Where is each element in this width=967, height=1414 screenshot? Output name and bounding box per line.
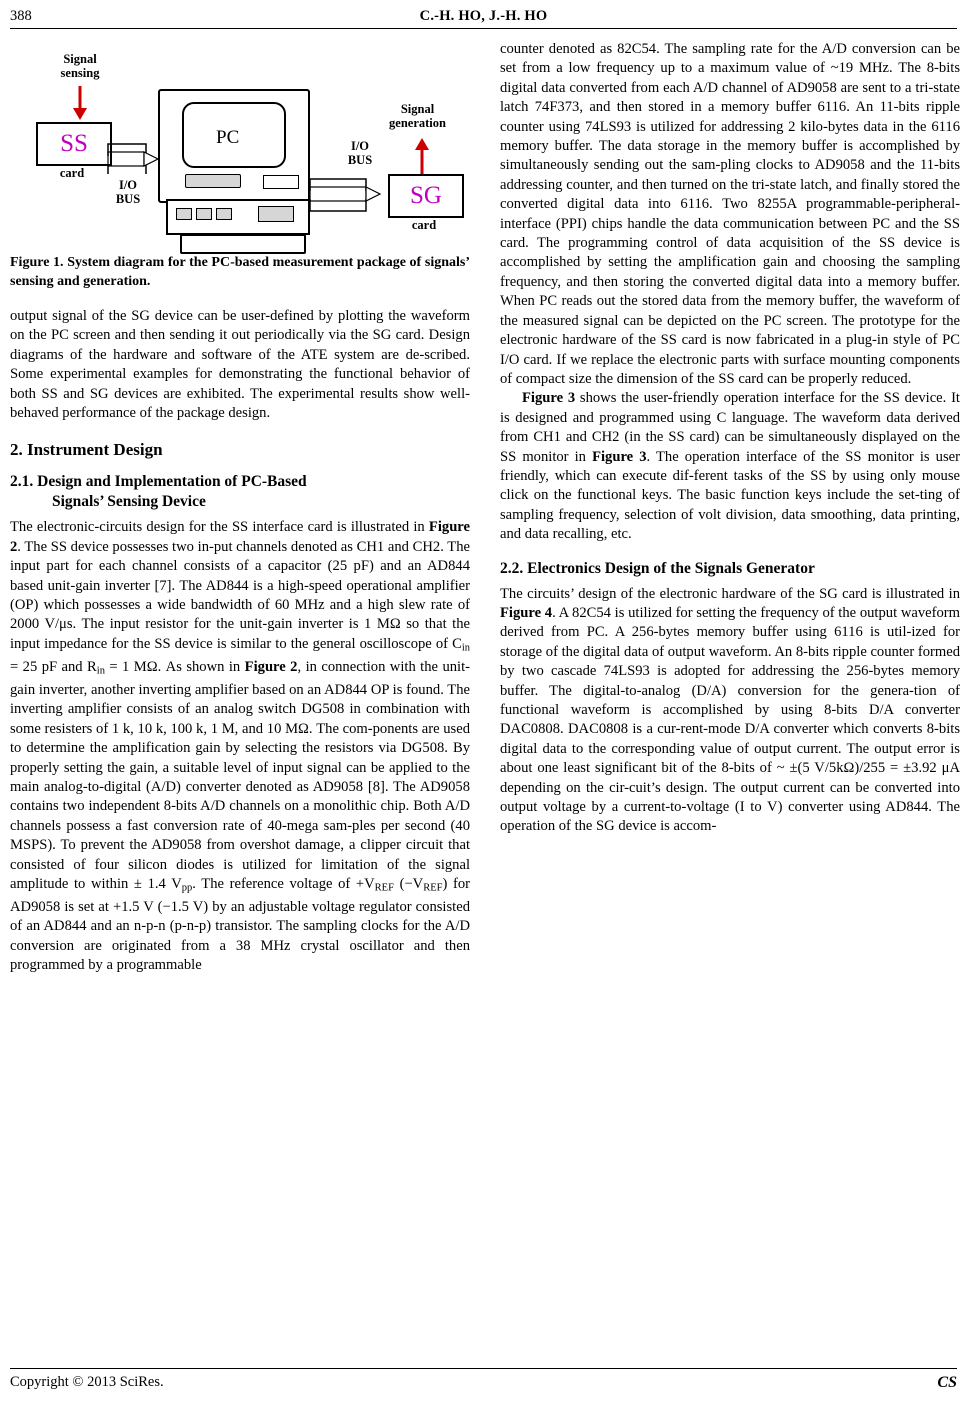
figure-4-ref: Figure 4	[500, 604, 553, 621]
signal-sensing-arrow-icon	[68, 86, 92, 120]
pc-keyboard	[180, 234, 306, 254]
rp2-a: shows the user-friendly operation interface for the SS device. It is designed and programmed using C language. The waveform data derived from CH1 and CH2 (in the SS card) can be simultaneously displayed on the SS monitor in	[500, 390, 960, 465]
lp2-a: The electronic-circuits design for the SS interface card is illustrated in	[10, 519, 429, 536]
pc-monitor-panel	[263, 175, 299, 189]
lp2-d: = 1 MΩ. As shown in	[104, 658, 245, 675]
pc-monitor-slot	[185, 174, 241, 188]
page-footer	[0, 1374, 967, 1398]
pc-to-sg-bus-connector	[306, 169, 394, 215]
right-paragraph-1: counter denoted as 82C54. The sampling rate for the A/D conversion can be set from a low frequency up to a maximum value of ~19 MHz. The 8-bits digital data converted from each A/D channel of AD9058 are sent to a tri-state latch 74F373, and then stored in a memory buffer 6116. An 11-bits ripple counter using 74LS93 is utilized for addressing 2 kilo-bytes data in the 6116 memory buffer. The data storage in the memory buffer is accomplished by simultaneously sending out the sam-pling clocks to AD9058 and the 11-bits addressing counter, and then turned on the tri-state latch, and finally stored the converted digital data into 6116. Two 8255A programmable-peripheral-interface (PPI) chips handle the data communication between PC and the SS card. The programming control of data acquisition of the SS device is accomplished by setting the amplification gain and choosing the sampling frequency, and then storing the converted digital data into a memory buffer. When PC reads out the stored data from the memory buffer, the waveform of the measured signal can be depicted on the PC screen. The prototype for the electronic hardware of the SS card is now fabricated in a plug-in style of PC I/O card. If we replace the electronic parts with surface mounting components of compact size the dimension of the SS card can be properly reduced.	[500, 41, 960, 387]
figure-2-ref-1: Figure 2	[10, 519, 470, 555]
right-column	[500, 40, 960, 837]
left-paragraph-2	[10, 518, 470, 975]
lp2-f: . The reference voltage of +V	[192, 876, 375, 892]
rp3-a: The circuits’ design of the electronic hardware of the SG card is illustrated in	[500, 585, 960, 602]
lp2-g: (−V	[393, 876, 424, 892]
lp2-b: . The SS device possesses two in-put channels denoted as CH1 and CH2. The input part for each channel consists of a capacitor (25 pF) and an AD844 based unit-gain inverter [7]. The AD844 is a high-speed operational amplifier (OP) which possesses a wide bandwidth of 60 MHz and a high slew rate of 2000 V/μs. The input resistor for the unit-gain inverter is 1 MΩ so that the input impedance for the SS device is similar to the general oscilloscope of C	[10, 538, 470, 652]
rin-subscript: in	[96, 665, 105, 677]
pc-chassis-slot-3	[216, 208, 232, 220]
header-rule	[10, 28, 957, 29]
ss-card-label: card	[59, 166, 85, 180]
io-bus-right-label: I/O BUS	[347, 139, 373, 167]
ref-subscript-2: REF	[423, 882, 443, 894]
ref-subscript-1: REF	[374, 882, 394, 894]
section-2-1-heading	[10, 472, 470, 512]
section-2-2-heading: 2.2. Electronics Design of the Signals Generator	[500, 559, 815, 577]
signal-generation-label: Signal generation	[389, 102, 446, 130]
lp2-c: = 25 pF and R	[10, 658, 97, 675]
ss-card-box: SS	[36, 122, 112, 166]
copyright-text: Copyright © 2013 SciRes.	[10, 1374, 164, 1390]
figure-3-ref-1: Figure 3	[522, 390, 576, 407]
vpp-subscript: pp	[181, 882, 193, 894]
signal-sensing-label: Signal sensing	[60, 52, 100, 80]
io-bus-left-label: I/O BUS	[115, 178, 141, 206]
right-paragraph-3	[500, 585, 960, 837]
section-2-1-heading-line1: 2.1. Design and Implementation of PC-Based	[10, 473, 307, 491]
cin-subscript: in	[461, 642, 470, 654]
journal-abbrev: CS	[937, 1374, 957, 1391]
lp2-e: , in connection with the unit-gain inverter, another inverting amplifier based on an AD844 OP is found. The inverting amplifier consists of an analog switch DG508 in combination with some resisters of 1 k, 10 k, 100 k, 1 M, and 10 MΩ. The com-ponents are used to determine the amplification gain by selecting the resistors via DG508. By properly setting the gain, a suitable level of input signal can be applied to the main analog-to-digital (A/D) converter denoted as AD9058 [8]. The AD9058 contains two independent 8-bits A/D channels on a monolithic chip. Both A/D channels possess a fast conversion rate of 40-mega sam-ples per second (40 MSPS). To prevent the AD9058 from overshot damage, a clipper circuit that consisted of four silicon diodes is utilized for limitation of the signal amplitude to within ± 1.4 V	[10, 658, 471, 892]
pc-chassis-slot-1	[176, 208, 192, 220]
figure-1-graphic	[10, 44, 470, 244]
pc-label: PC	[216, 127, 240, 148]
sg-card-label: card	[411, 218, 437, 232]
rp3-b: . A 82C54 is utilized for setting the frequency of the output waveform derived from PC. A 256-bytes memory buffer using 6116 is util-ized for storage of the digital data of output waveform. An 8-bits ripple counter formed by two cascade 74LS93 is adopted for addressing the 256-bytes memory buffer. The digital-to-analog (D/A) conversion for the genera-tion of functional waveform is accomplished by using 8-bits D/A converter DAC0808. DAC0808 is a cur-rent-mode D/A converter which converts 8-bits digital data to the corresponding value of output current. The output error is about one least significant bit of the 8-bits of ~ ±(5 V/5kΩ)/255 = ±3.92 μA depending on the cir-cuit’s design. The output current can be converted into output voltage by a current-to-voltage (I to V) converter using AD844. The operation of the SG device is accom-	[500, 604, 960, 835]
figure-2-ref-2: Figure 2	[244, 658, 298, 675]
section-2-heading: 2. Instrument Design	[10, 440, 163, 460]
pc-chassis-slot-2	[196, 208, 212, 220]
section-2-1-heading-line2: Signals’ Sensing Device	[52, 493, 206, 511]
signal-generation-arrow-icon	[410, 136, 434, 174]
left-column	[10, 40, 470, 976]
left-paragraph-1: output signal of the SG device can be user-defined by plotting the waveform on the PC screen and then sending it out periodically via the SG card. Design diagrams of the hardware and software of the ATE system are de-scribed. Some experimental examples for demonstrating the functional behavior of both SS and SG devices are exhibited. The experimental results show well-behaved performance of the package design.	[10, 308, 470, 422]
right-paragraph-2	[500, 389, 960, 544]
pc-chassis-drive	[258, 206, 294, 222]
figure-1-caption: Figure 1. System diagram for the PC-based measurement package of signals’ sensing and generation.	[10, 255, 470, 289]
rp2-b: . The operation interface of the SS monitor is user friendly, which can execute dif-ferent tasks of the SS by using only mouse click on the functional keys. The basic function keys include the set-ting of sampling frequency, selection of volt division, data smoothing, data printing, and data recalling, etc.	[500, 448, 960, 543]
figure-3-ref-2: Figure 3	[592, 448, 647, 465]
running-head	[0, 8, 967, 28]
sg-card-box: SG	[388, 174, 464, 218]
page-number: 388	[10, 8, 32, 24]
running-authors: C.-H. HO, J.-H. HO	[419, 8, 548, 24]
footer-rule	[10, 1368, 957, 1369]
lp2-h: ) for AD9058 is set at +1.5 V (−1.5 V) by an adjustable voltage regulator consisted of an AD844 and an n-p-n (p-n-p) transistor. The sampling clocks for the A/D conversion are originated from a 38 MHz crystal oscillator and then programmed by a programmable	[10, 876, 471, 974]
